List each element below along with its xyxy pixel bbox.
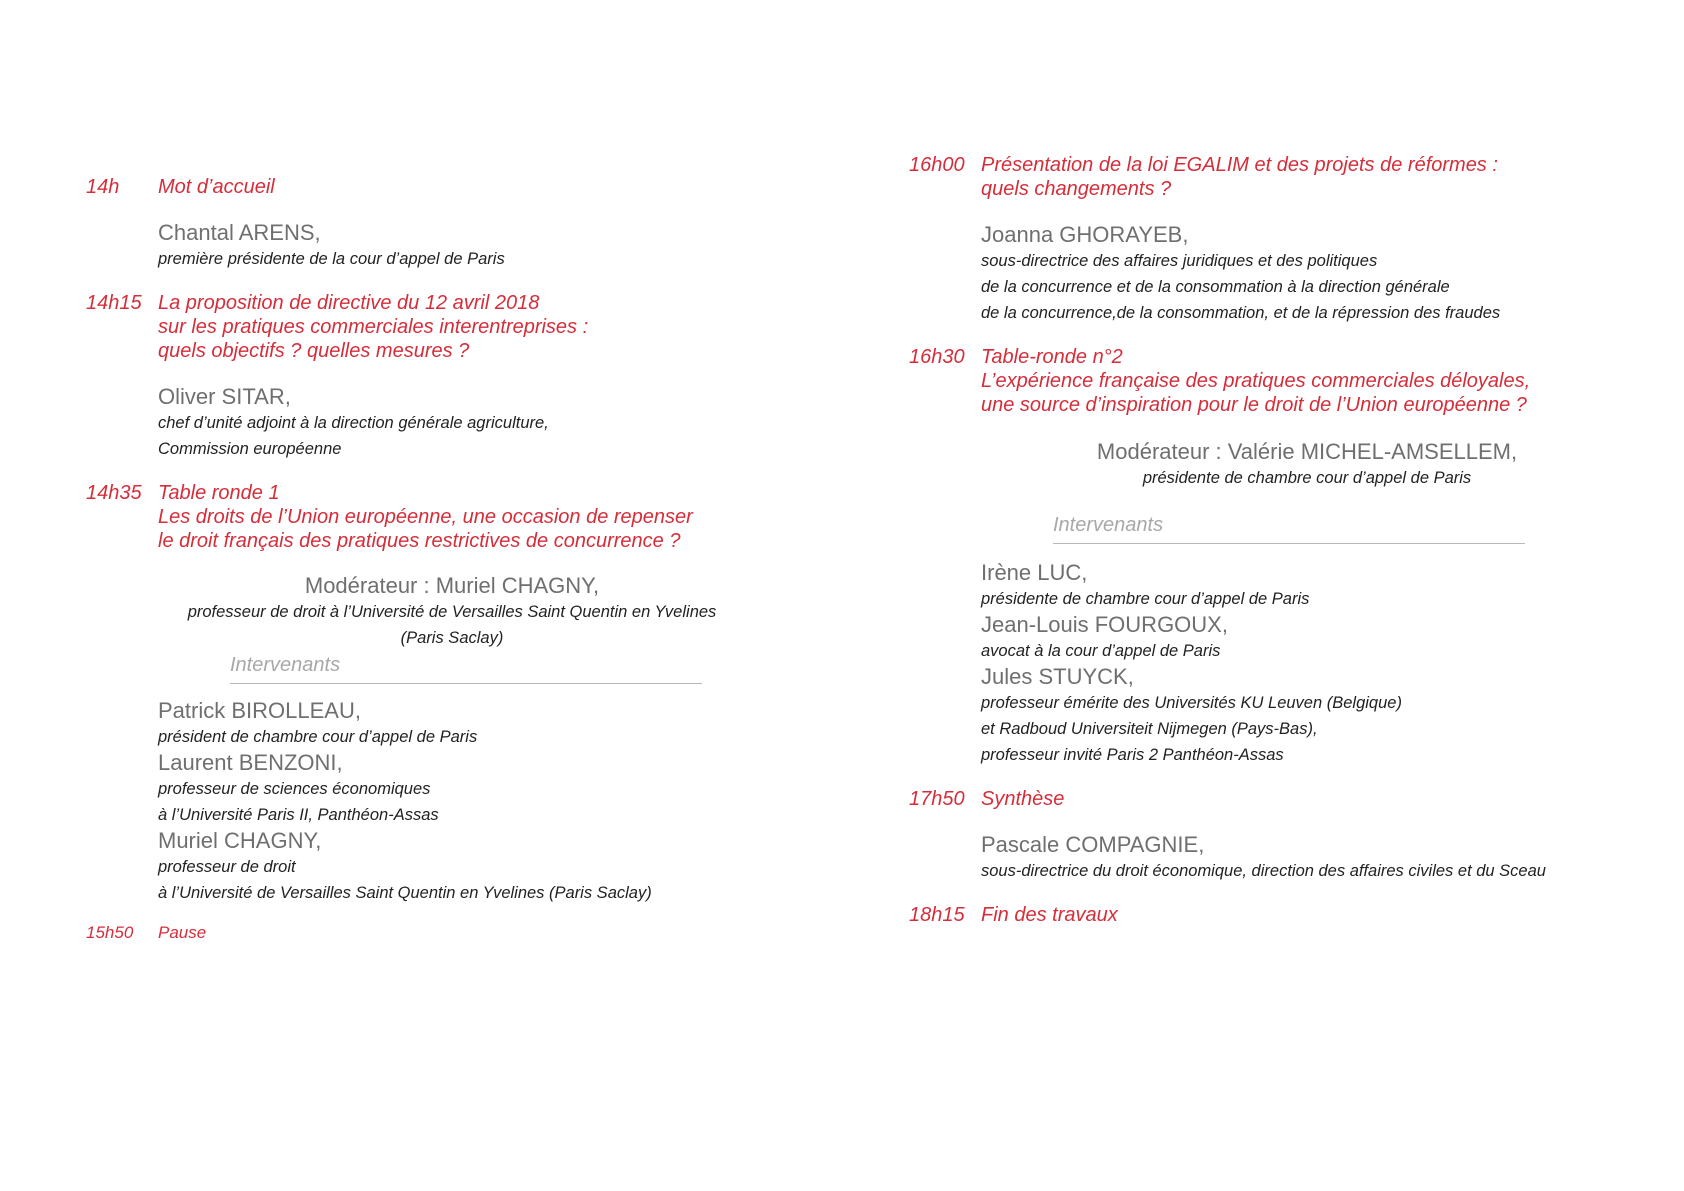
slot-time: 16h30 [909, 346, 965, 368]
speaker-name: Chantal ARENS, [158, 220, 321, 245]
slot-title: Table ronde 1 [158, 482, 280, 504]
speaker [158, 828, 786, 906]
intervenants-heading: Intervenants [1053, 513, 1525, 544]
speaker-name: Laurent BENZONI, [158, 750, 343, 775]
speaker [981, 664, 1669, 768]
slot-title: Table-ronde n°2 [981, 346, 1123, 368]
moderator-name: Modérateur : Muriel CHAGNY, [304, 573, 600, 598]
speaker-role: président de chambre cour d’appel de Paris [158, 728, 478, 746]
agenda-slot-14h15 [86, 291, 786, 462]
speaker-role: professeur de sciences économiques [158, 780, 431, 798]
slot-title: La proposition de directive du 12 avril 2018 [158, 292, 540, 314]
speaker-role: présidente de chambre cour d’appel de Paris [981, 590, 1310, 608]
speaker [981, 222, 1669, 326]
slot-time: 15h50 [86, 923, 134, 942]
speaker-role-line: professeur invité Paris 2 Panthéon-Assas [981, 746, 1284, 764]
speaker [981, 612, 1669, 664]
speaker-list [909, 560, 1669, 768]
speaker-role-line: à l’Université de Versailles Saint Quentin en Yvelines (Paris Saclay) [158, 884, 652, 902]
program-column-left [86, 175, 786, 944]
slot-title: Présentation de la loi EGALIM et des projets de réformes : [981, 154, 1498, 176]
program-column-right [909, 153, 1669, 927]
speaker-role-line: de la concurrence et de la consommation à la direction générale [981, 278, 1450, 296]
speaker-name: Pascale COMPAGNIE, [981, 832, 1205, 857]
speaker-role-line: à l’Université Paris II, Panthéon-Assas [158, 806, 439, 824]
slot-title-line: une source d’inspiration pour le droit de l’Union européenne ? [981, 394, 1527, 416]
speaker [981, 560, 1669, 612]
slot-title-line: Les droits de l’Union européenne, une occasion de repenser [158, 506, 693, 528]
speaker-list [86, 698, 786, 906]
slot-time: 18h15 [909, 904, 965, 926]
agenda-slot-17h50 [909, 787, 1669, 884]
slot-time: 17h50 [909, 788, 965, 810]
slot-title: Fin des travaux [981, 904, 1118, 926]
speaker-role: première présidente de la cour d’appel de Paris [158, 250, 505, 268]
speaker-role: sous-directrice des affaires juridiques et des politiques [981, 252, 1378, 270]
moderator-role: professeur de droit à l’Université de Versailles Saint Quentin en Yvelines [187, 603, 717, 621]
speaker-name: Joanna GHORAYEB, [981, 222, 1189, 247]
slot-title: Synthèse [981, 788, 1065, 810]
moderator [909, 439, 1607, 491]
slot-title-line: quels changements ? [981, 178, 1172, 200]
slot-title: Mot d’accueil [158, 176, 275, 198]
slot-title: Pause [158, 923, 207, 942]
speaker-role: professeur émérite des Universités KU Leuven (Belgique) [981, 694, 1402, 712]
speaker [158, 384, 786, 462]
speaker [158, 220, 786, 272]
agenda-slot-16h00 [909, 153, 1669, 326]
speaker [158, 698, 786, 750]
speaker-name: Irène LUC, [981, 560, 1088, 585]
speaker-name: Patrick BIROLLEAU, [158, 698, 361, 723]
slot-title-line: quels objectifs ? quelles mesures ? [158, 340, 470, 362]
slot-title-line: L’expérience française des pratiques commerciales déloyales, [981, 370, 1531, 392]
speaker-role-line: de la concurrence,de la consommation, et de la répression des fraudes [981, 304, 1501, 322]
speaker-role: sous-directrice du droit économique, direction des affaires civiles et du Sceau [981, 862, 1546, 880]
slot-time: 16h00 [909, 154, 965, 176]
moderator-role: présidente de chambre cour d’appel de Paris [1142, 469, 1472, 487]
agenda-slot-16h30 [909, 345, 1669, 417]
slot-time: 14h [86, 176, 120, 198]
agenda-slot-14h35 [86, 481, 786, 553]
speaker-name: Oliver SITAR, [158, 384, 291, 409]
moderator-role-line: (Paris Saclay) [400, 629, 504, 647]
agenda-slot-18h15 [909, 903, 1669, 927]
slot-title-line: sur les pratiques commerciales interentreprises : [158, 316, 589, 338]
moderator [86, 573, 752, 651]
slot-time: 14h15 [86, 292, 142, 314]
agenda-slot-15h50 [86, 922, 786, 944]
speaker-role: professeur de droit [158, 858, 296, 876]
speaker-role-line: et Radboud Universiteit Nijmegen (Pays-Bas), [981, 720, 1318, 738]
agenda-slot-14h [86, 175, 786, 272]
slot-title-line: le droit français des pratiques restrictives de concurrence ? [158, 530, 681, 552]
slot-time: 14h35 [86, 482, 142, 504]
speaker-name: Muriel CHAGNY, [158, 828, 322, 853]
moderator-name: Modérateur : Valérie MICHEL-AMSELLEM, [1096, 439, 1518, 464]
speaker-role: avocat à la cour d’appel de Paris [981, 642, 1221, 660]
speaker-role-line: Commission européenne [158, 440, 342, 458]
speaker-name: Jean-Louis FOURGOUX, [981, 612, 1228, 637]
speaker-name: Jules STUYCK, [981, 664, 1134, 689]
speaker [981, 832, 1669, 884]
speaker-role: chef d’unité adjoint à la direction générale agriculture, [158, 414, 549, 432]
speaker [158, 750, 786, 828]
intervenants-heading: Intervenants [230, 653, 702, 684]
